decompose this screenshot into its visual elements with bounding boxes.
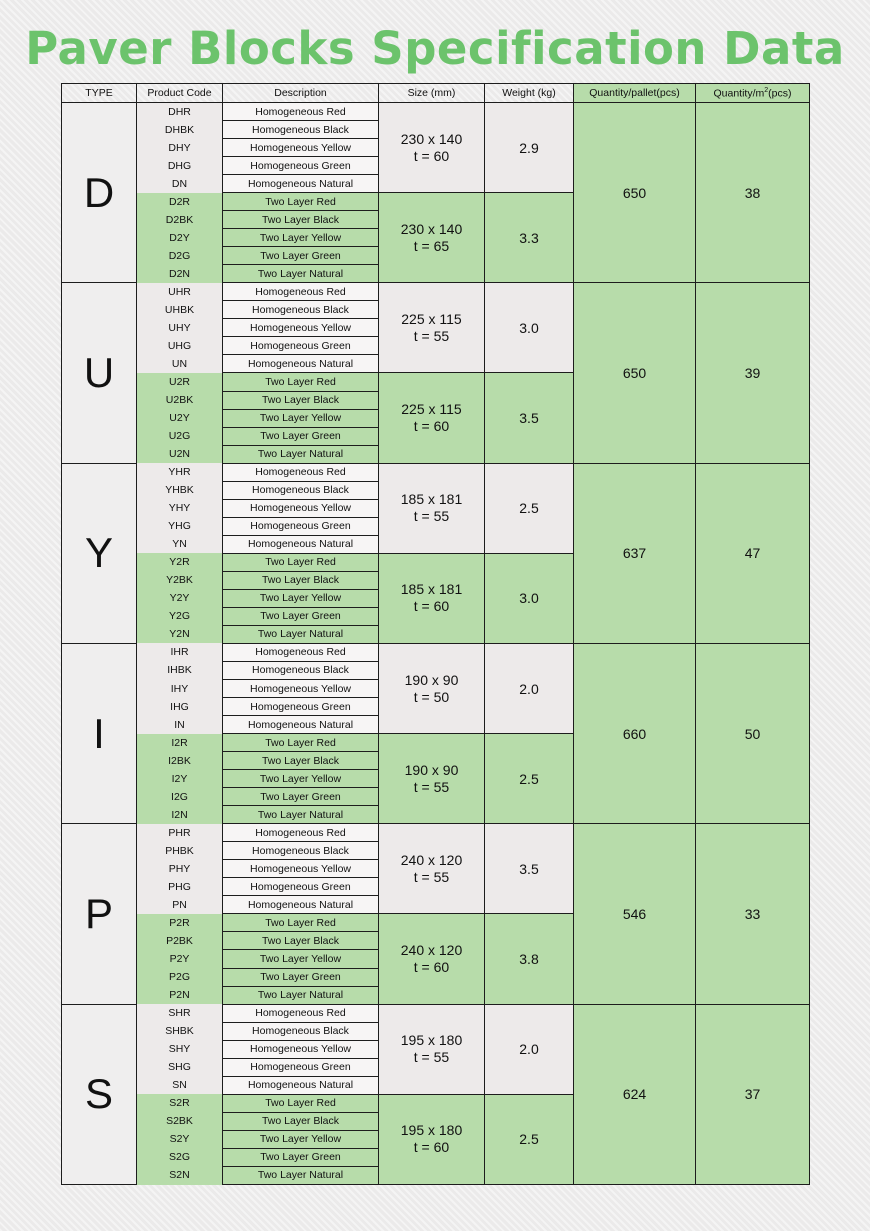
product-description: Two Layer Green [223, 1148, 379, 1166]
product-description: Homogeneous Natural [223, 355, 379, 373]
size-dimensions: 190 x 90 [404, 761, 459, 778]
size-cell [379, 193, 485, 283]
product-code: Y2N [137, 625, 223, 643]
product-code: P2Y [137, 950, 223, 968]
product-description: Homogeneous Green [223, 698, 379, 716]
product-description: Homogeneous Black [223, 121, 379, 139]
header-size: Size (mm) [379, 84, 485, 103]
product-code: U2N [137, 445, 223, 463]
size-cell [379, 553, 485, 643]
product-code: U2G [137, 427, 223, 445]
product-description: Two Layer Natural [223, 986, 379, 1004]
size-cell [379, 1004, 485, 1094]
type-letter: S [62, 1004, 137, 1184]
weight-cell: 2.5 [485, 463, 574, 553]
size-dimensions: 185 x 181 [400, 491, 463, 508]
product-code: YHBK [137, 481, 223, 499]
size-cell [379, 373, 485, 463]
weight-cell: 3.5 [485, 373, 574, 463]
product-code: UHR [137, 283, 223, 301]
product-code: DHY [137, 139, 223, 157]
product-description: Homogeneous Yellow [223, 680, 379, 698]
product-description: Homogeneous Green [223, 157, 379, 175]
header-qty-m2-prefix: Quantity/m [713, 87, 765, 100]
qty-pallet-cell: 650 [574, 103, 696, 283]
size-dimensions: 230 x 140 [400, 220, 463, 237]
size-thickness: t = 50 [413, 688, 450, 705]
product-description: Two Layer Natural [223, 806, 379, 824]
product-code: Y2BK [137, 571, 223, 589]
product-description: Homogeneous Red [223, 283, 379, 301]
size-thickness: t = 55 [413, 778, 450, 795]
product-code: SHBK [137, 1022, 223, 1040]
size-dimensions: 195 x 180 [400, 1032, 463, 1049]
product-code: IHBK [137, 661, 223, 679]
type-letter: D [62, 103, 137, 283]
product-description: Two Layer Natural [223, 265, 379, 283]
weight-cell: 3.3 [485, 193, 574, 283]
product-code: PN [137, 896, 223, 914]
product-code: YHR [137, 463, 223, 481]
product-description: Homogeneous Natural [223, 1076, 379, 1094]
product-code: UHY [137, 319, 223, 337]
product-description: Two Layer Black [223, 211, 379, 229]
weight-cell: 3.0 [485, 283, 574, 373]
product-code: D2BK [137, 211, 223, 229]
product-code: S2R [137, 1094, 223, 1112]
product-code: SHR [137, 1004, 223, 1022]
product-description: Two Layer Green [223, 788, 379, 806]
product-code: UHG [137, 337, 223, 355]
product-code: U2BK [137, 391, 223, 409]
product-code: P2G [137, 968, 223, 986]
size-thickness: t = 60 [413, 598, 450, 615]
qty-m2-cell: 33 [696, 824, 810, 1004]
size-cell [379, 103, 485, 193]
product-description: Homogeneous Black [223, 1022, 379, 1040]
product-code: S2N [137, 1166, 223, 1184]
header-qty-m2 [696, 84, 810, 103]
size-thickness: t = 55 [413, 1049, 450, 1066]
product-description: Two Layer Natural [223, 1166, 379, 1184]
product-code: DHG [137, 157, 223, 175]
size-cell [379, 1094, 485, 1184]
product-code: YHG [137, 517, 223, 535]
header-qty-pallet: Quantity/pallet(pcs) [574, 84, 696, 103]
qty-pallet-cell: 624 [574, 1004, 696, 1184]
product-code: U2R [137, 373, 223, 391]
product-code: UHBK [137, 301, 223, 319]
product-description: Homogeneous Green [223, 517, 379, 535]
product-description: Two Layer Red [223, 193, 379, 211]
qty-m2-cell: 50 [696, 643, 810, 823]
size-thickness: t = 55 [413, 327, 450, 344]
product-code: SHY [137, 1040, 223, 1058]
header-qty-m2-suffix: (pcs) [768, 87, 792, 100]
table-row [62, 1004, 810, 1022]
product-code: PHG [137, 878, 223, 896]
page-title: Paver Blocks Specification Data [25, 22, 845, 75]
qty-pallet-cell: 546 [574, 824, 696, 1004]
product-code: P2BK [137, 932, 223, 950]
size-thickness: t = 60 [413, 147, 450, 164]
product-description: Homogeneous Natural [223, 175, 379, 193]
size-cell [379, 734, 485, 824]
product-code: IHR [137, 643, 223, 661]
qty-m2-cell: 37 [696, 1004, 810, 1184]
header-row [62, 84, 810, 103]
product-description: Two Layer Red [223, 734, 379, 752]
type-letter: U [62, 283, 137, 463]
product-code: Y2G [137, 607, 223, 625]
product-code: I2N [137, 806, 223, 824]
spec-table [61, 83, 810, 1185]
product-description: Homogeneous Natural [223, 535, 379, 553]
product-description: Two Layer Natural [223, 445, 379, 463]
product-description: Two Layer Yellow [223, 950, 379, 968]
product-description: Homogeneous Natural [223, 896, 379, 914]
product-code: YN [137, 535, 223, 553]
size-dimensions: 185 x 181 [400, 581, 463, 598]
product-description: Homogeneous Yellow [223, 860, 379, 878]
size-dimensions: 240 x 120 [400, 851, 463, 868]
product-description: Homogeneous Red [223, 643, 379, 661]
size-cell [379, 824, 485, 914]
product-description: Homogeneous Red [223, 824, 379, 842]
product-code: IHG [137, 698, 223, 716]
table-row [62, 103, 810, 121]
type-letter: P [62, 824, 137, 1004]
product-description: Two Layer Green [223, 968, 379, 986]
product-code: Y2R [137, 553, 223, 571]
product-code: I2G [137, 788, 223, 806]
size-dimensions: 230 x 140 [400, 130, 463, 147]
size-cell [379, 643, 485, 733]
product-description: Homogeneous Natural [223, 716, 379, 734]
product-description: Homogeneous Red [223, 103, 379, 121]
product-code: PHY [137, 860, 223, 878]
table-row [62, 463, 810, 481]
product-code: UN [137, 355, 223, 373]
product-description: Two Layer Yellow [223, 409, 379, 427]
size-dimensions: 225 x 115 [401, 310, 462, 327]
size-dimensions: 225 x 115 [401, 401, 462, 418]
weight-cell: 2.9 [485, 103, 574, 193]
product-description: Two Layer Black [223, 932, 379, 950]
product-code: U2Y [137, 409, 223, 427]
weight-cell: 2.0 [485, 643, 574, 733]
product-description: Two Layer Yellow [223, 229, 379, 247]
product-description: Homogeneous Yellow [223, 499, 379, 517]
product-code: I2BK [137, 752, 223, 770]
header-description: Description [223, 84, 379, 103]
product-code: P2N [137, 986, 223, 1004]
table-row [62, 824, 810, 842]
product-description: Two Layer Red [223, 914, 379, 932]
type-letter: I [62, 643, 137, 823]
product-description: Two Layer Green [223, 607, 379, 625]
product-code: IHY [137, 680, 223, 698]
product-code: PHBK [137, 842, 223, 860]
product-description: Homogeneous Yellow [223, 319, 379, 337]
product-code: I2R [137, 734, 223, 752]
size-cell [379, 283, 485, 373]
size-thickness: t = 65 [413, 237, 450, 254]
product-code: YHY [137, 499, 223, 517]
product-description: Two Layer Yellow [223, 1130, 379, 1148]
product-description: Two Layer Yellow [223, 770, 379, 788]
qty-pallet-cell: 650 [574, 283, 696, 463]
product-code: S2Y [137, 1130, 223, 1148]
product-code: DN [137, 175, 223, 193]
size-dimensions: 195 x 180 [400, 1122, 463, 1139]
product-description: Two Layer Black [223, 571, 379, 589]
spec-body [62, 103, 810, 1185]
weight-cell: 2.5 [485, 734, 574, 824]
product-description: Two Layer Black [223, 1112, 379, 1130]
product-code: D2Y [137, 229, 223, 247]
product-code: I2Y [137, 770, 223, 788]
product-code: DHBK [137, 121, 223, 139]
weight-cell: 3.5 [485, 824, 574, 914]
size-thickness: t = 55 [413, 868, 450, 885]
product-description: Homogeneous Red [223, 1004, 379, 1022]
product-code: S2BK [137, 1112, 223, 1130]
product-description: Homogeneous Red [223, 463, 379, 481]
product-code: IN [137, 716, 223, 734]
weight-cell: 3.8 [485, 914, 574, 1004]
weight-cell: 2.0 [485, 1004, 574, 1094]
product-description: Two Layer Red [223, 1094, 379, 1112]
product-code: Y2Y [137, 589, 223, 607]
product-description: Two Layer Red [223, 373, 379, 391]
header-type: TYPE [62, 84, 137, 103]
product-code: PHR [137, 824, 223, 842]
product-code: D2G [137, 247, 223, 265]
size-thickness: t = 60 [413, 1139, 450, 1156]
product-code: DHR [137, 103, 223, 121]
product-description: Homogeneous Black [223, 301, 379, 319]
weight-cell: 3.0 [485, 553, 574, 643]
product-description: Two Layer Red [223, 553, 379, 571]
product-description: Homogeneous Yellow [223, 1040, 379, 1058]
header-qty-m2-sup: 2 [764, 86, 769, 94]
product-description: Two Layer Black [223, 752, 379, 770]
product-code: D2N [137, 265, 223, 283]
product-code: SHG [137, 1058, 223, 1076]
qty-m2-cell: 39 [696, 283, 810, 463]
product-description: Homogeneous Green [223, 878, 379, 896]
product-code: D2R [137, 193, 223, 211]
product-description: Homogeneous Green [223, 1058, 379, 1076]
table-row [62, 643, 810, 661]
header-weight: Weight (kg) [485, 84, 574, 103]
size-thickness: t = 60 [413, 418, 450, 435]
product-description: Two Layer Green [223, 247, 379, 265]
product-description: Two Layer Natural [223, 625, 379, 643]
product-code: S2G [137, 1148, 223, 1166]
size-cell [379, 463, 485, 553]
size-dimensions: 240 x 120 [400, 941, 463, 958]
size-cell [379, 914, 485, 1004]
product-description: Homogeneous Green [223, 337, 379, 355]
weight-cell: 2.5 [485, 1094, 574, 1184]
product-description: Homogeneous Black [223, 661, 379, 679]
product-description: Homogeneous Black [223, 481, 379, 499]
qty-m2-cell: 38 [696, 103, 810, 283]
header-product-code: Product Code [137, 84, 223, 103]
product-code: SN [137, 1076, 223, 1094]
size-thickness: t = 60 [413, 958, 450, 975]
size-dimensions: 190 x 90 [404, 671, 459, 688]
qty-pallet-cell: 660 [574, 643, 696, 823]
table-row [62, 283, 810, 301]
qty-pallet-cell: 637 [574, 463, 696, 643]
size-thickness: t = 55 [413, 508, 450, 525]
product-description: Two Layer Green [223, 427, 379, 445]
product-description: Two Layer Black [223, 391, 379, 409]
product-code: P2R [137, 914, 223, 932]
product-description: Two Layer Yellow [223, 589, 379, 607]
product-description: Homogeneous Yellow [223, 139, 379, 157]
product-description: Homogeneous Black [223, 842, 379, 860]
type-letter: Y [62, 463, 137, 643]
qty-m2-cell: 47 [696, 463, 810, 643]
